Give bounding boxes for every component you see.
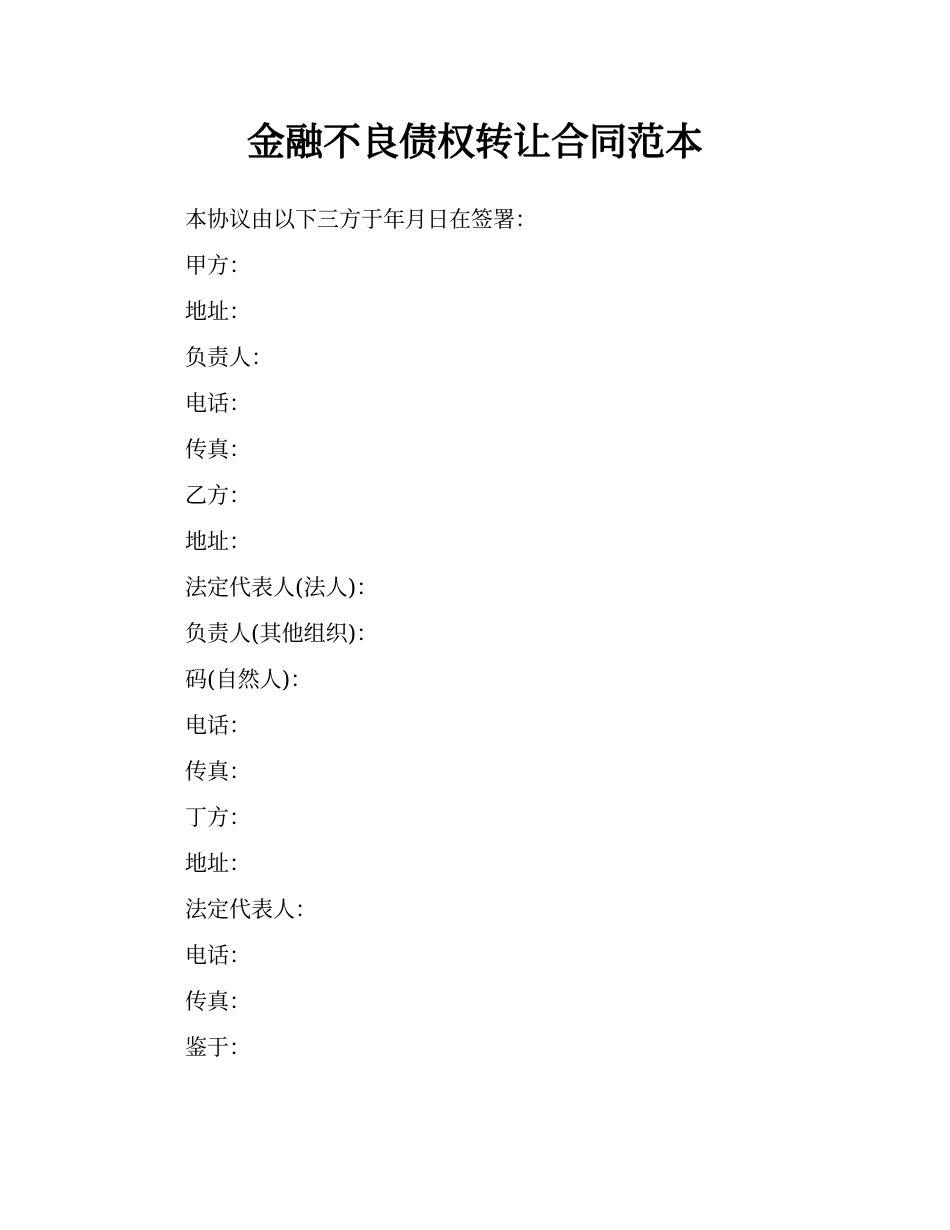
intro-line: 本协议由以下三方于年月日在签署： <box>185 208 538 233</box>
document-title: 金融不良债权转让合同范本 <box>246 120 703 164</box>
party-d-fax-label: 传真： <box>185 990 252 1015</box>
party-a-phone-label: 电话： <box>185 392 252 417</box>
whereas-label: 鉴于： <box>185 1036 252 1061</box>
party-a-person-in-charge-label: 负责人： <box>185 346 274 371</box>
party-d-label: 丁方： <box>185 806 252 831</box>
party-a-address-label: 地址： <box>185 300 252 325</box>
party-d-phone-label: 电话： <box>185 944 252 969</box>
party-b-address-label: 地址： <box>185 530 252 555</box>
party-a-fax-label: 传真： <box>185 438 252 463</box>
party-b-label: 乙方： <box>185 484 252 509</box>
party-a-label: 甲方： <box>185 254 252 279</box>
party-d-legal-representative-label: 法定代表人： <box>185 898 318 923</box>
party-b-person-in-charge-label: 负责人(其他组织)： <box>185 622 379 647</box>
party-b-legal-representative-label: 法定代表人(法人)： <box>185 576 379 601</box>
party-b-phone-label: 电话： <box>185 714 252 739</box>
party-b-id-code-label: 码(自然人)： <box>185 668 313 693</box>
party-d-address-label: 地址： <box>185 852 252 877</box>
party-b-fax-label: 传真： <box>185 760 252 785</box>
document-body <box>185 198 537 1072</box>
